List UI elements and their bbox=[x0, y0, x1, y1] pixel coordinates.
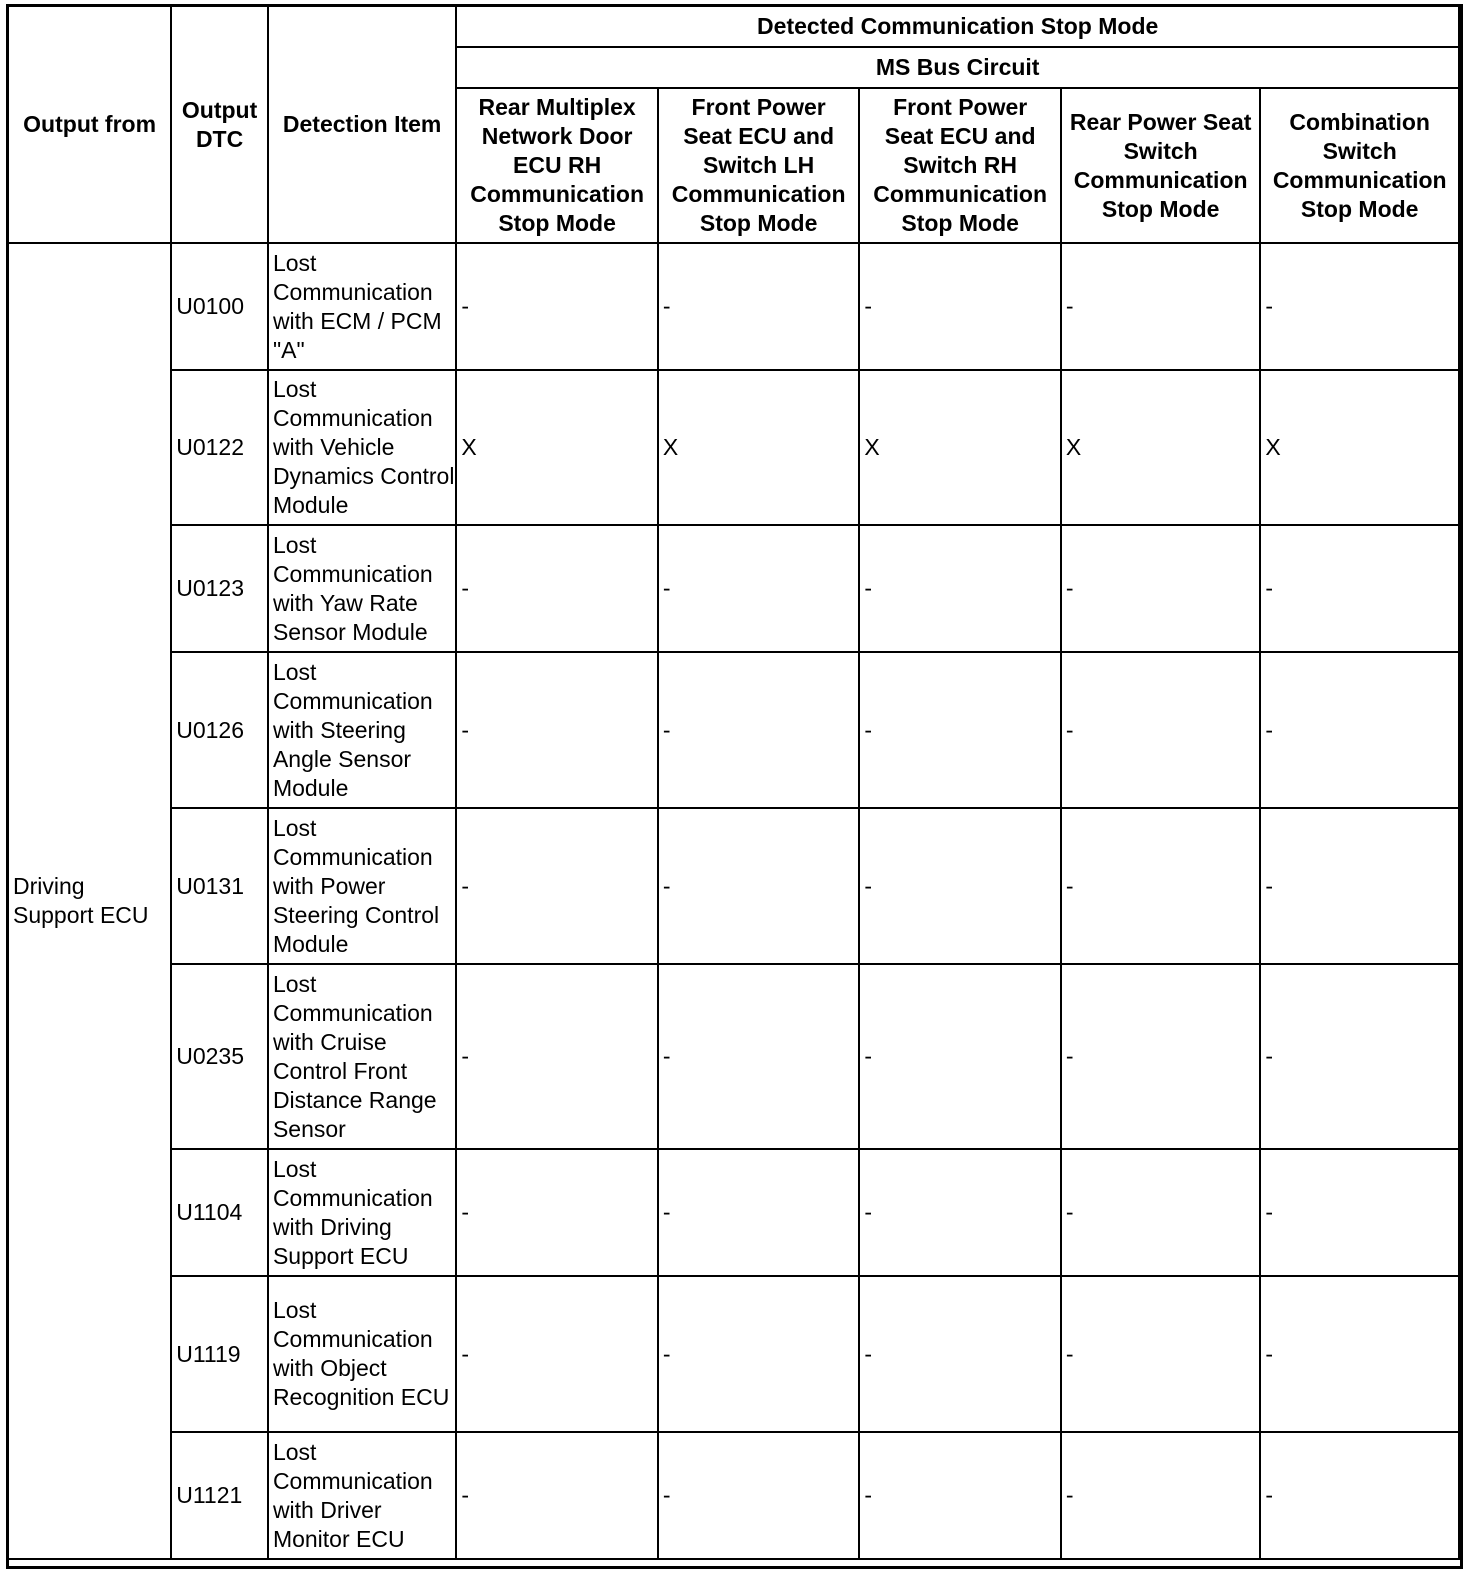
detection-item-cell: Lost Communication with Power Steering Control Module bbox=[268, 808, 456, 964]
detection-item-cell: Lost Communication with Object Recognition ECU bbox=[268, 1276, 456, 1432]
header-detected-communication-stop-mode: Detected Communication Stop Mode bbox=[456, 6, 1459, 47]
detection-item-cell: Lost Communication with Vehicle Dynamics Control Module bbox=[268, 370, 456, 525]
mode-cell: - bbox=[456, 525, 658, 652]
dtc-cell: U1121 bbox=[171, 1432, 268, 1559]
mode-cell: - bbox=[658, 964, 860, 1149]
mode-cell: - bbox=[456, 652, 658, 808]
header-mode-front-seat-rh: Front Power Seat ECU and Switch RH Communication Stop Mode bbox=[859, 88, 1061, 243]
dtc-cell: U0122 bbox=[171, 370, 268, 525]
mode-cell: - bbox=[456, 808, 658, 964]
header-mode-rear-multiplex: Rear Multiplex Network Door ECU RH Communication Stop Mode bbox=[456, 88, 658, 243]
mode-cell: - bbox=[658, 652, 860, 808]
mode-cell: - bbox=[1061, 1149, 1261, 1276]
dtc-cell: U0100 bbox=[171, 243, 268, 370]
mode-cell: - bbox=[658, 243, 860, 370]
detection-item-cell: Lost Communication with Yaw Rate Sensor Module bbox=[268, 525, 456, 652]
mode-cell: X bbox=[1260, 370, 1459, 525]
mode-cell: - bbox=[1061, 243, 1261, 370]
mode-cell: - bbox=[456, 1149, 658, 1276]
mode-cell: - bbox=[1260, 243, 1459, 370]
mode-cell: - bbox=[456, 964, 658, 1149]
header-mode-front-seat-lh: Front Power Seat ECU and Switch LH Communication Stop Mode bbox=[658, 88, 860, 243]
header-row-1 bbox=[8, 6, 1459, 47]
mode-cell: - bbox=[456, 243, 658, 370]
table-header bbox=[8, 6, 1459, 243]
mode-cell: X bbox=[859, 370, 1061, 525]
mode-cell: X bbox=[658, 370, 860, 525]
table-row bbox=[8, 1432, 1459, 1559]
mode-cell: X bbox=[456, 370, 658, 525]
dtc-cell: U0123 bbox=[171, 525, 268, 652]
detection-item-cell: Lost Communication with Cruise Control Front Distance Range Sensor bbox=[268, 964, 456, 1149]
mode-cell: - bbox=[1061, 808, 1261, 964]
mode-cell: - bbox=[1260, 1149, 1459, 1276]
mode-cell: - bbox=[1260, 964, 1459, 1149]
mode-cell: - bbox=[658, 1149, 860, 1276]
dtc-table bbox=[7, 5, 1460, 1560]
dtc-cell: U1119 bbox=[171, 1276, 268, 1432]
table-row bbox=[8, 1276, 1459, 1432]
mode-cell: - bbox=[658, 1432, 860, 1559]
mode-cell: - bbox=[658, 525, 860, 652]
header-output-dtc: Output DTC bbox=[171, 6, 268, 243]
detection-item-cell: Lost Communication with ECM / PCM "A" bbox=[268, 243, 456, 370]
mode-cell: - bbox=[859, 1432, 1061, 1559]
header-ms-bus-circuit: MS Bus Circuit bbox=[456, 47, 1459, 88]
mode-cell: - bbox=[859, 1149, 1061, 1276]
mode-cell: - bbox=[658, 808, 860, 964]
mode-cell: - bbox=[658, 1276, 860, 1432]
table-row bbox=[8, 808, 1459, 964]
dtc-cell: U0235 bbox=[171, 964, 268, 1149]
table-row bbox=[8, 1149, 1459, 1276]
mode-cell: - bbox=[1061, 1432, 1261, 1559]
output-from-cell: Driving Support ECU bbox=[8, 243, 171, 1559]
header-mode-combination-switch: Combination Switch Communication Stop Mode bbox=[1260, 88, 1459, 243]
mode-cell: - bbox=[859, 652, 1061, 808]
mode-cell: - bbox=[1260, 652, 1459, 808]
table-row bbox=[8, 652, 1459, 808]
dtc-cell: U1104 bbox=[171, 1149, 268, 1276]
dtc-cell: U0126 bbox=[171, 652, 268, 808]
dtc-table-container bbox=[7, 5, 1460, 1560]
mode-cell: - bbox=[1260, 1432, 1459, 1559]
table-row bbox=[8, 964, 1459, 1149]
mode-cell: - bbox=[859, 964, 1061, 1149]
header-detection-item: Detection Item bbox=[268, 6, 456, 243]
mode-cell: X bbox=[1061, 370, 1261, 525]
mode-cell: - bbox=[859, 808, 1061, 964]
mode-cell: - bbox=[456, 1276, 658, 1432]
detection-item-cell: Lost Communication with Driving Support ECU bbox=[268, 1149, 456, 1276]
mode-cell: - bbox=[1061, 525, 1261, 652]
mode-cell: - bbox=[1260, 808, 1459, 964]
table-row bbox=[8, 243, 1459, 370]
table-row bbox=[8, 525, 1459, 652]
header-mode-rear-power-seat: Rear Power Seat Switch Communication Stop Mode bbox=[1061, 88, 1261, 243]
mode-cell: - bbox=[859, 243, 1061, 370]
mode-cell: - bbox=[859, 525, 1061, 652]
mode-cell: - bbox=[1260, 1276, 1459, 1432]
table-body bbox=[8, 243, 1459, 1559]
mode-cell: - bbox=[1061, 1276, 1261, 1432]
detection-item-cell: Lost Communication with Steering Angle Sensor Module bbox=[268, 652, 456, 808]
dtc-cell: U0131 bbox=[171, 808, 268, 964]
mode-cell: - bbox=[1061, 652, 1261, 808]
mode-cell: - bbox=[1260, 525, 1459, 652]
header-output-from: Output from bbox=[8, 6, 171, 243]
mode-cell: - bbox=[456, 1432, 658, 1559]
table-row bbox=[8, 370, 1459, 525]
mode-cell: - bbox=[1061, 964, 1261, 1149]
detection-item-cell: Lost Communication with Driver Monitor ECU bbox=[268, 1432, 456, 1559]
mode-cell: - bbox=[859, 1276, 1061, 1432]
